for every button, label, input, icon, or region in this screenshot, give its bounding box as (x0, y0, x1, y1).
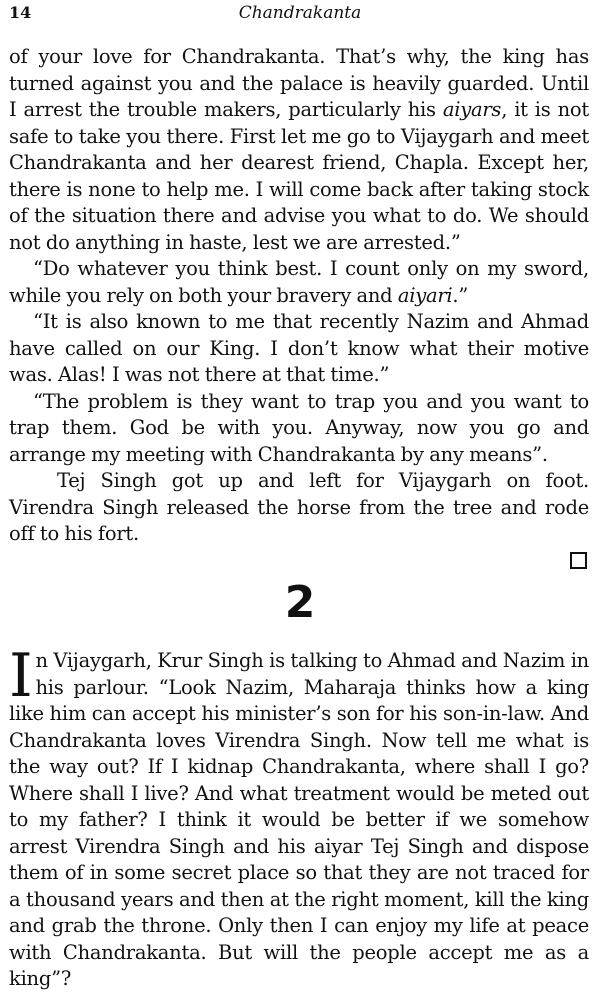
italic-term: aiyars (442, 98, 502, 121)
paragraph: In Vijaygarh, Krur Singh is talking to Ahmad and Nazim in his parlour. “Look Nazim, Maharaja thinks how a king like him can accept his minister’s son for his son-in-law. And Chandrakanta loves Virendra Singh. Now tell me what is the way out? If I kidnap Chandrakanta, where shall I go? Where shall I live? And what treatment would be meted out to my father? I think it would be better if we somehow arrest Virendra Singh and his aiyar Tej Singh and dispose them of in some secret place so that they are not traced for a thousand years and then at the right moment, kill the king and grab the throne. Only then I can enjoy my life at peace with Chandrakanta. But will the people accept me as a king”? (9, 641, 589, 990)
drop-cap: I (9, 641, 33, 711)
paragraph: “The problem is they want to trap you and you want to trap them. God be with you. Anyway, now you go and arrange my meeting with Chandrakanta by any means”. (9, 389, 589, 466)
paragraph: “Do whatever you think best. I count only on my sword, while you rely on both your bravery and aiyari.” (9, 257, 589, 307)
section-end-square-icon (570, 552, 587, 569)
paragraph: of your love for Chandrakanta. That’s why, the king has turned against you and the palace is heavily guarded. Until I arrest the trouble makers, particularly his aiyars, it is not safe to take you there. First let me go to Vijaygarh and meet Chandrakanta and her dearest friend, Chapla. Except her, there is none to help me. I will come back after taking stock of the situation there and advise you what to do. We should not do anything in haste, lest we are arrested.” (9, 45, 589, 254)
paragraph: “It is also known to me that recently Nazim and Ahmad have called on our King. I don’t know what their motive was. Alas! I was not there at that time.” (9, 310, 589, 386)
italic-term: aiyari (397, 283, 453, 307)
chapter-one-ending (9, 44, 589, 548)
page-number: 14 (9, 3, 32, 22)
running-header (9, 3, 591, 27)
paragraph: Tej Singh got up and left for Vijaygarh on foot. Virendra Singh released the horse from the tree and rode off to his fort. (9, 469, 589, 545)
chapter-two-opening (9, 641, 589, 993)
book-title: Chandrakanta (238, 3, 362, 23)
chapter-number: 2 (284, 577, 316, 628)
